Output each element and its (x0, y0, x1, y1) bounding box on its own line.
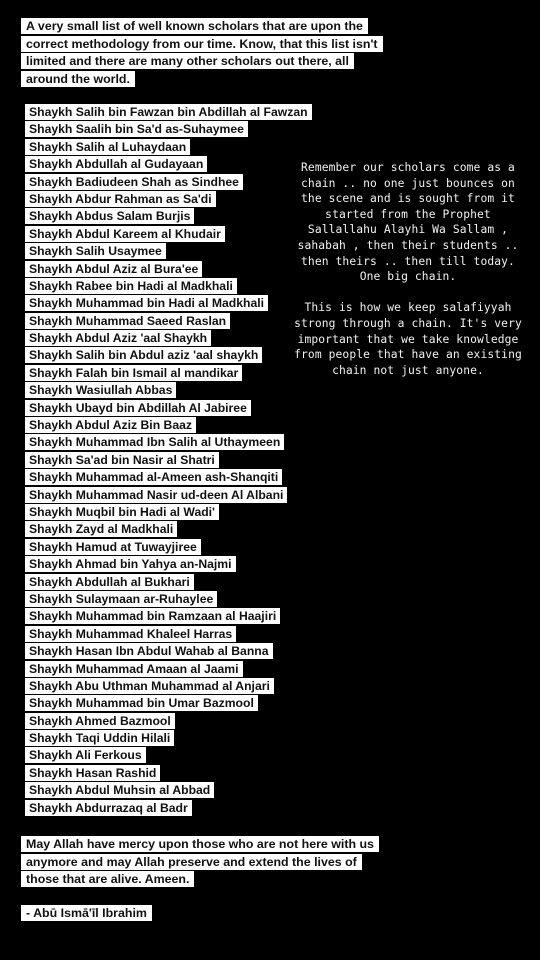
list-item (25, 678, 345, 695)
list-item (25, 469, 345, 486)
chain-note-paragraph: Remember our scholars come as a chain .. no one just bounces on the scene and is sought from it started from the Prophet Sallallahu Alayhi Wa Sallam , sahabah , then their students .. then theirs .. then till today. One big chain. (297, 161, 519, 284)
list-item (25, 661, 345, 678)
list-item (25, 574, 345, 591)
scholar-name: Shaykh Muhammad Amaan al Jaami (25, 661, 243, 677)
list-item (25, 104, 345, 121)
scholar-name: Shaykh Muhammad bin Umar Bazmool (25, 695, 258, 711)
chain-note-paragraph: This is how we keep salafiyyah strong through a chain. It's very important that we take knowledge from people that have an existing chain not just anyone. (294, 301, 522, 377)
scholar-name: Shaykh Hamud at Tuwayjiree (25, 539, 201, 555)
scholar-name: Shaykh Muhammad Saeed Raslan (25, 313, 230, 329)
scholar-name: Shaykh Salih bin Fawzan bin Abdillah al Fawzan (25, 104, 312, 120)
scholar-name: Shaykh Saalih bin Sa'd as-Suhaymee (25, 121, 248, 137)
list-item (25, 730, 345, 747)
list-item (25, 713, 345, 730)
list-item (25, 400, 345, 417)
scholar-name: Shaykh Rabee bin Hadi al Madkhali (25, 278, 237, 294)
list-item (25, 782, 345, 799)
scholar-name: Shaykh Abdur Rahman as Sa'di (25, 191, 216, 207)
list-item (25, 556, 345, 573)
list-item (25, 521, 345, 538)
scholar-name: Shaykh Muhammad Ibn Salih al Uthaymeen (25, 434, 284, 450)
scholar-name: Shaykh Salih al Luhaydaan (25, 139, 190, 155)
scholar-name: Shaykh Badiudeen Shah as Sindhee (25, 174, 243, 190)
list-item (25, 800, 345, 817)
list-item (25, 747, 345, 764)
scholar-name: Shaykh Abdul Muhsin al Abbad (25, 782, 214, 798)
scholar-name: Shaykh Salih bin Abdul aziz 'aal shaykh (25, 347, 262, 363)
list-item (25, 643, 345, 660)
list-item (25, 452, 345, 469)
scholar-name: Shaykh Sa'ad bin Nasir al Shatri (25, 452, 219, 468)
scholar-name: Shaykh Zayd al Madkhali (25, 521, 177, 537)
list-item (25, 695, 345, 712)
scholar-name: Shaykh Hasan Rashid (25, 765, 160, 781)
scholar-name: Shaykh Taqi Uddin Hilali (25, 730, 174, 746)
intro-text: A very small list of well known scholars that are upon the correct methodology from our time. Know, that this list isn't limited and there are many other scholars out there, all around the world. (21, 18, 383, 87)
signature-text: - Abū Ismā'īl Ibrahim (21, 905, 152, 921)
scholar-name: Shaykh Salih Usaymee (25, 243, 166, 259)
scholar-name: Shaykh Ali Ferkous (25, 747, 146, 763)
scholar-name: Shaykh Sulaymaan ar-Ruhaylee (25, 591, 217, 607)
scholar-name: Shaykh Ahmed Bazmool (25, 713, 175, 729)
list-item (25, 504, 345, 521)
scholar-name: Shaykh Abdurrazaq al Badr (25, 800, 192, 816)
list-item (25, 539, 345, 556)
list-item (25, 765, 345, 782)
intro-block (21, 18, 381, 88)
closing-text: May Allah have mercy upon those who are not here with us anymore and may Allah preserve and extend the lives of those that are alive. Ameen. (21, 836, 379, 887)
list-item (25, 417, 345, 434)
closing-block (21, 836, 381, 889)
scholar-name: Shaykh Ahmad bin Yahya an-Najmi (25, 556, 236, 572)
scholar-name: Shaykh Muhammad Khaleel Harras (25, 626, 236, 642)
scholar-name: Shaykh Muqbil bin Hadi al Wadi' (25, 504, 219, 520)
scholar-name: Shaykh Falah bin Ismail al mandikar (25, 365, 242, 381)
scholar-name: Shaykh Abdul Kareem al Khudair (25, 226, 225, 242)
scholar-name: Shaykh Hasan Ibn Abdul Wahab al Banna (25, 643, 273, 659)
signature-block (21, 905, 152, 923)
scholar-name: Shaykh Ubayd bin Abdillah Al Jabiree (25, 400, 251, 416)
chain-note (290, 160, 526, 394)
scholar-name: Shaykh Muhammad bin Hadi al Madkhali (25, 295, 268, 311)
list-item (25, 434, 345, 451)
list-item (25, 591, 345, 608)
scholar-name: Shaykh Wasiullah Abbas (25, 382, 176, 398)
scholar-name: Shaykh Abdus Salam Burjis (25, 208, 194, 224)
scholar-name: Shaykh Abdullah al Gudayaan (25, 156, 207, 172)
scholar-name: Shaykh Muhammad Nasir ud-deen Al Albani (25, 487, 287, 503)
scholar-name: Shaykh Abdul Aziz 'aal Shaykh (25, 330, 211, 346)
scholar-name: Shaykh Muhammad al-Ameen ash-Shanqiti (25, 469, 282, 485)
scholar-name: Shaykh Abu Uthman Muhammad al Anjari (25, 678, 274, 694)
list-item (25, 121, 345, 138)
list-item (25, 139, 345, 156)
list-item (25, 487, 345, 504)
list-item (25, 626, 345, 643)
scholar-name: Shaykh Abdul Aziz Bin Baaz (25, 417, 196, 433)
scholar-name: Shaykh Abdullah al Bukhari (25, 574, 194, 590)
scholar-name: Shaykh Abdul Aziz al Bura'ee (25, 261, 202, 277)
list-item (25, 608, 345, 625)
scholar-name: Shaykh Muhammad bin Ramzaan al Haajiri (25, 608, 280, 624)
